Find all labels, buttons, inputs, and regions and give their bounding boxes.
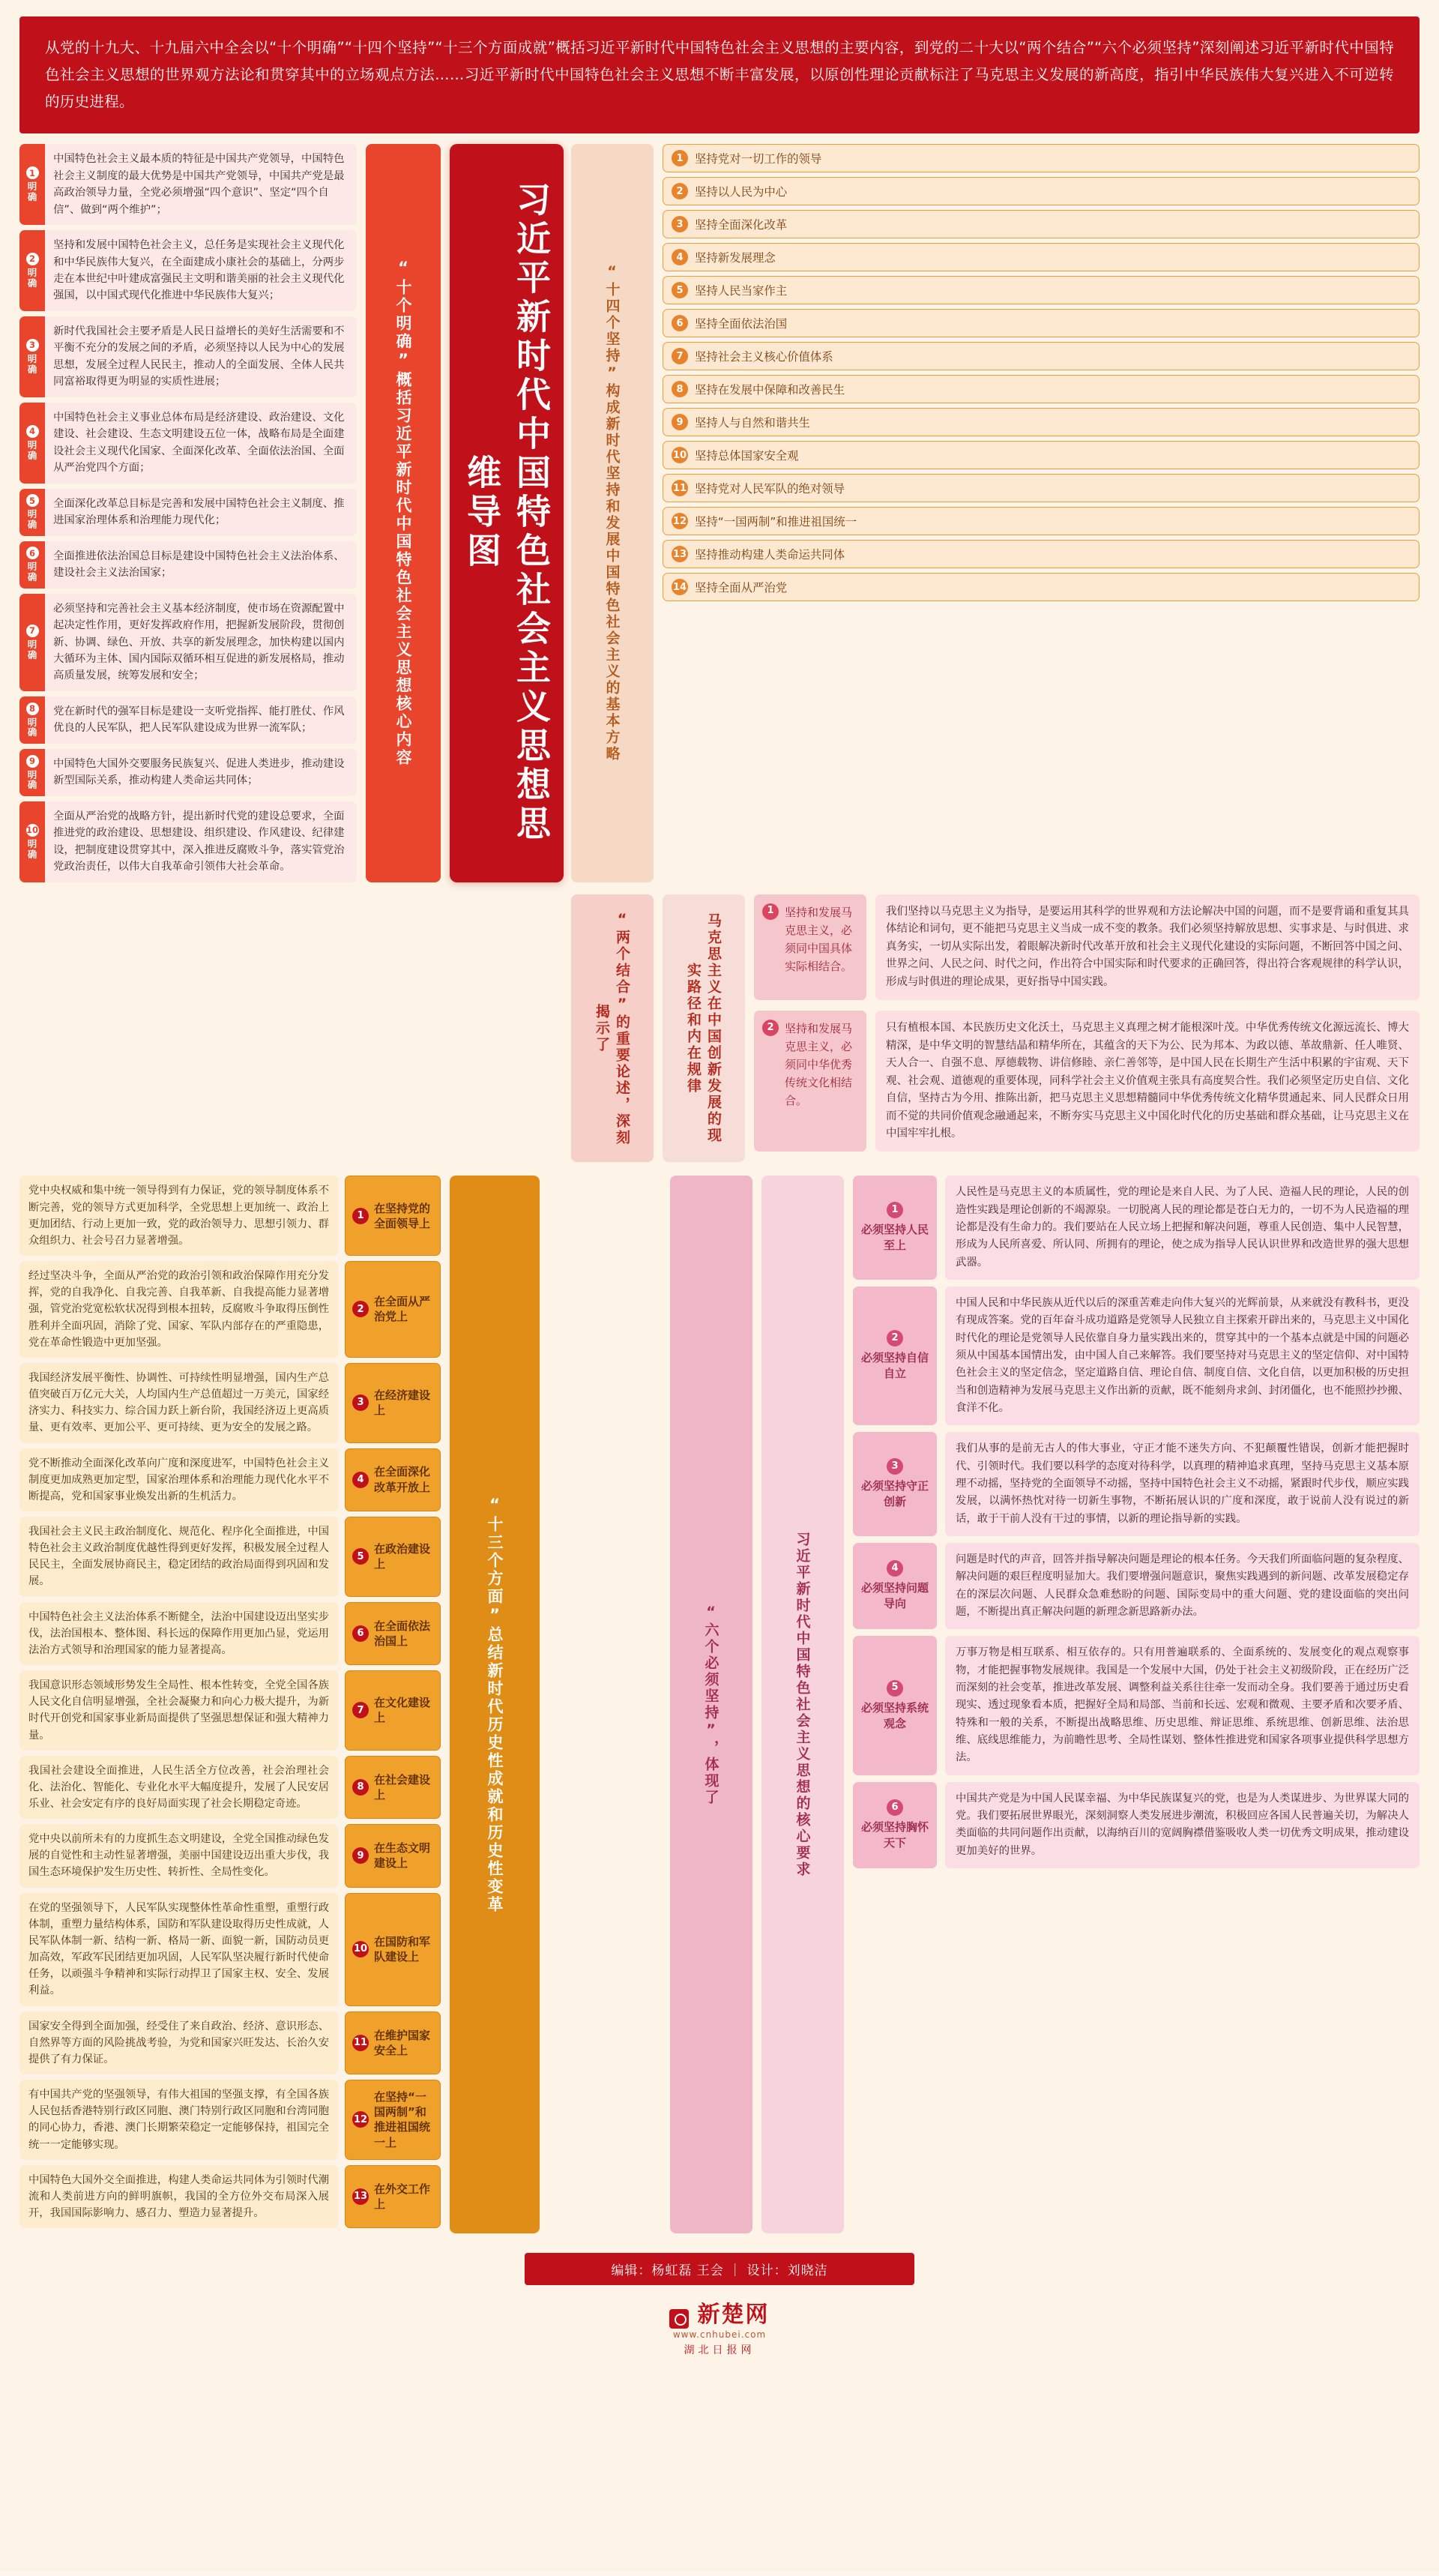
item-text: 坚持推动构建人类命运共同体 xyxy=(695,548,845,562)
aspect-tag-text: 在国防和军队建设上 xyxy=(374,1934,431,1964)
aspect-description: 我国社会主义民主政治制度化、规范化、程序化全面推进，中国特色社会主义政治制度优越性得到更好发挥，积极发展全过程人民民主，全面发展协商民主，稳定团结的政治局面得到巩固和发展。 xyxy=(19,1517,338,1597)
thirteen-aspect-item xyxy=(19,1261,441,1358)
six-persistences-label-wrap xyxy=(670,1176,752,2233)
thirteen-aspect-item xyxy=(19,1670,441,1751)
two-combinations-sublabel: 马克思主义在中国创新发展的现实路径和内在规律 xyxy=(663,894,745,1163)
publisher-logo xyxy=(19,2296,1420,2363)
six-persistence-item xyxy=(853,1543,1420,1629)
aspect-tag-text: 在社会建设上 xyxy=(374,1772,431,1802)
item-number-badge: 10 xyxy=(352,1941,369,1957)
fourteen-persistence-item xyxy=(663,441,1420,469)
item-number-badge: 7 明 确 xyxy=(19,594,45,691)
item-number-badge: 7 xyxy=(352,1702,369,1718)
aspect-tag-text: 在全面依法治国上 xyxy=(374,1619,431,1648)
logo-name: 新楚网 xyxy=(697,2302,770,2329)
aspect-description: 党中央以前所未有的力度抓生态文明建设，全党全国推动绿色发展的自觉性和主动性显著增强，美丽中国建设迈出重大步伐，我国生态环境保护发生历史性、转折性、全局性变化。 xyxy=(19,1824,338,1887)
aspect-tag xyxy=(345,1893,441,2006)
item-number-badge: 11 xyxy=(352,2035,369,2051)
fourteen-persistences-label-wrap xyxy=(571,144,654,882)
six-persistences-items xyxy=(853,1176,1420,1875)
two-combinations-label-wrap xyxy=(571,894,654,1163)
item-number-badge: 5 xyxy=(887,1680,903,1697)
item-text: 坚持全面从严治党 xyxy=(695,581,788,595)
persistence-tag xyxy=(853,1287,937,1425)
ten-clarifications-label-wrap xyxy=(366,144,441,882)
item-number-badge: 3 xyxy=(352,1394,369,1411)
aspect-description: 经过坚决斗争，全面从严治党的政治引领和政治保障作用充分发挥，党的自我净化、自我完善、自我革新、自我提高能力显著增强，管党治党宽松软状况得到根本扭转，反腐败斗争取得压倒性胜利并全面巩固，消除了党、国家、军队内部存在的严重隐患，党在革命性锻造中更加坚强。 xyxy=(19,1261,338,1358)
item-number-badge: 5 明 确 xyxy=(19,489,45,536)
fourteen-persistence-item xyxy=(663,144,1420,172)
persistence-body: 中国共产党是为中国人民谋幸福、为中华民族谋复兴的党，也是为人类谋进步、为世界谋大同的党。我们要拓展世界眼光，深刻洞察人类发展进步潮流，积极回应各国人民普遍关切，为解决人类面临的共同问题作出贡献，以海纳百川的宽阔胸襟借鉴吸收人类一切优秀文明成果，推动建设更加美好的世界。 xyxy=(945,1782,1420,1868)
thirteen-aspect-item xyxy=(19,2011,441,2074)
aspect-description: 我国意识形态领域形势发生全局性、根本性转变，全党全国各族人民文化自信明显增强，全社会凝聚力和向心力极大提升，为新时代开创党和国家事业新局面提供了坚强思想保证和强大精神力量。 xyxy=(19,1670,338,1751)
item-number-badge: 2 xyxy=(762,1020,779,1036)
aspect-tag xyxy=(345,1176,441,1256)
aspect-description: 中国特色社会主义法治体系不断健全，法治中国建设迈出坚实步伐，法治国根本、整体图、科长远的保障作用更加凸显，党运用法治方式领导和治理国家的能力显著提高。 xyxy=(19,1602,338,1665)
ten-clarification-item xyxy=(19,696,357,744)
item-number-badge: 1 明 确 xyxy=(19,144,45,225)
combination-key-text: 坚持和发展马克思主义，必须同中华优秀传统文化相结合。 xyxy=(785,1022,853,1108)
persistence-tag xyxy=(853,1636,937,1775)
fourteen-persistence-item xyxy=(663,540,1420,568)
item-number-badge: 6 xyxy=(887,1799,903,1816)
credits: 编辑：杨虹磊 王会 ｜ 设计：刘晓洁 xyxy=(525,2253,914,2285)
aspect-description: 在党的坚强领导下，人民军队实现整体性革命性重塑，重塑行政体制，重塑力量结构体系，国防和军队建设取得历史性成就，人民军队体制一新、结构一新、格局一新、面貌一新，国防动员更加高效，军政军民团结更加巩固，人民军队坚决履行新时代使命任务，以顽强斗争精神和实际行动捍卫了国家主权、安全、发展利益。 xyxy=(19,1893,338,2006)
thirteen-aspect-item xyxy=(19,2080,441,2160)
item-text: 坚持新发展理念 xyxy=(695,251,776,265)
item-number-badge: 13 xyxy=(672,546,688,562)
persistence-body: 问题是时代的声音，回答并指导解决问题是理论的根本任务。今天我们所面临问题的复杂程度、解决问题的艰巨程度明显加大。我们要增强问题意识，聚焦实践遇到的新问题、改革发展稳定存在的深层次问题、人民群众急难愁盼的问题、国际变局中的重大问题、党的建设面临的突出问题，不断提出真正解决问题的新理念新思路新办法。 xyxy=(945,1543,1420,1629)
six-persistence-item xyxy=(853,1782,1420,1868)
item-number-badge: 3 明 确 xyxy=(19,316,45,397)
item-text: 全面从严治党的战略方针，提出新时代党的建设总要求，全面推进党的政治建设、思想建设、组织建设、作风建设、纪律建设，把制度建设贯穿其中，深入推进反腐败斗争，落实管党治党政治责任，以伟大自我革命引领伟大社会革命。 xyxy=(53,810,345,873)
item-number-badge: 5 xyxy=(672,282,688,298)
intro-banner: 从党的十九大、十九届六中全会以“十个明确”“十四个坚持”“十三个方面成就”概括习近平新时代中国特色社会主义思想的主要内容，到党的二十大以“两个结合”“六个必须坚持”深刻阐述习近平新时代中国特色社会主义思想的世界观方法论和贯穿其中的立场观点方法……习近平新时代中国特色社会主义思想不断丰富发展，以原创性理论贡献标注了马克思主义发展的新高度，指引中华民族伟大复兴进入不可逆转的历史进程。 xyxy=(19,16,1420,133)
thirteen-aspects-label: “十三个方面”总结新时代历史性成就和历史性变革 xyxy=(450,1176,540,2233)
persistence-tag-text: 必须坚持胸怀天下 xyxy=(860,1820,929,1850)
aspect-tag xyxy=(345,1517,441,1597)
combination-key-text: 坚持和发展马克思主义，必须同中国具体实际相结合。 xyxy=(785,905,853,973)
fourteen-persistence-item xyxy=(663,375,1420,403)
fourteen-persistence-item xyxy=(663,177,1420,205)
item-text: 坚持人与自然和谐共生 xyxy=(695,416,810,430)
item-number-badge: 2 xyxy=(887,1330,903,1346)
two-combinations-items xyxy=(754,894,1420,1163)
lower-section xyxy=(19,1176,1420,2233)
aspect-description: 党不断推动全面深化改革向广度和深度进军，中国特色社会主义制度更加成熟更加定型，国家治理体系和治理能力现代化水平不断提高，党和国家事业焕发出新的生机活力。 xyxy=(19,1448,338,1511)
fourteen-persistence-item xyxy=(663,276,1420,304)
persistence-body: 我们从事的是前无古人的伟大事业，守正才能不迷失方向、不犯颠覆性错误，创新才能把握时代、引领时代。我们要以科学的态度对待科学，以真理的精神追求真理，坚持马克思主义基本原理不动摇，坚持党的全面领导不动摇，坚持中国特色社会主义不动摇，紧跟时代步伐，顺应实践发展，以满怀热忱对待一切新生事物，不断拓展认识的广度和深度，敢于说前人没有说过的新话，敢于干前人没有干过的事情，以新的理论指导新的实践。 xyxy=(945,1432,1420,1536)
aspect-tag xyxy=(345,2011,441,2074)
item-text: 中国特色社会主义事业总体布局是经济建设、政治建设、文化建设、社会建设、生态文明建设五位一体，战略布局是全面建设社会主义现代化国家、全面深化改革、全面依法治国、全面从严治党四个方面； xyxy=(53,411,345,475)
item-text: 坚持党对人民军队的绝对领导 xyxy=(695,482,845,496)
thirteen-aspect-item xyxy=(19,1602,441,1665)
thirteen-aspect-item xyxy=(19,2165,441,2228)
aspect-tag-text: 在经济建设上 xyxy=(374,1388,431,1418)
aspect-tag xyxy=(345,1261,441,1358)
item-text: 坚持总体国家安全观 xyxy=(695,449,799,463)
item-number-badge: 4 明 确 xyxy=(19,403,45,484)
six-persistence-item xyxy=(853,1176,1420,1280)
thirteen-aspect-item xyxy=(19,1893,441,2006)
aspect-tag-text: 在全面深化改革开放上 xyxy=(374,1465,431,1494)
item-number-badge: 4 xyxy=(352,1472,369,1488)
thirteen-aspect-item xyxy=(19,1517,441,1597)
item-number-badge: 6 xyxy=(672,315,688,331)
thirteen-aspect-item xyxy=(19,1824,441,1887)
item-number-badge: 8 xyxy=(352,1779,369,1796)
item-number-badge: 12 xyxy=(672,513,688,529)
persistence-tag-text: 必须坚持问题导向 xyxy=(860,1581,929,1611)
item-number-badge: 3 xyxy=(672,216,688,232)
thirteen-aspect-item xyxy=(19,1448,441,1511)
aspect-tag-text: 在坚持党的全面领导上 xyxy=(374,1201,431,1230)
ten-clarification-item xyxy=(19,594,357,691)
aspect-description: 我国经济发展平衡性、协调性、可持续性明显增强，国内生产总值突破百万亿元大关，人均国内生产总值超过一万美元，国家经济实力、科技实力、综合国力跃上新台阶，我国经济迈上更高质量、更有效率、更加公平、更可持续、更为安全的发展之路。 xyxy=(19,1363,338,1443)
ten-clarification-item xyxy=(19,230,357,311)
ten-clarification-item xyxy=(19,403,357,484)
six-persistences-sublabel-wrap xyxy=(761,1176,844,2233)
item-text: 坚持社会主义核心价值体系 xyxy=(695,350,833,364)
item-number-badge: 9 xyxy=(672,414,688,430)
persistence-tag-text: 必须坚持系统观念 xyxy=(860,1700,929,1730)
persistence-body: 中国人民和中华民族从近代以后的深重苦难走向伟大复兴的光辉前景，从来就没有教科书，更没有现成答案。党的百年奋斗成功道路是党领导人民独立自主探索开辟出来的，马克思主义中国化时代化的理论是党领导人民依靠自身力量实践出来的，贯穿其中的一个基本点就是中国的问题必须从中国基本国情出发，由中国人自己来解答。我们要坚持对马克思主义的坚定信仰、对中国特色社会主义的坚定信念，坚定道路自信、理论自信、制度自信、文化自信，以更加积极的历史担当和创造精神为发展马克思主义作出新的贡献，既不能刻舟求剑、封闭僵化，也不能照抄抄搬、食洋不化。 xyxy=(945,1287,1420,1425)
aspect-tag-text: 在生态文明建设上 xyxy=(374,1841,431,1871)
fourteen-persistence-item xyxy=(663,210,1420,238)
item-number-badge: 11 xyxy=(672,480,688,496)
item-text: 坚持人民当家作主 xyxy=(695,284,788,298)
fourteen-persistence-item xyxy=(663,474,1420,502)
aspect-tag-text: 在外交工作上 xyxy=(374,2182,431,2211)
fourteen-persistences-list xyxy=(663,144,1420,882)
six-persistences-sublabel: 习近平新时代中国特色社会主义思想的核心要求 xyxy=(761,1176,844,2233)
two-combination-item xyxy=(754,894,1420,1000)
item-number-badge: 3 xyxy=(887,1458,903,1475)
item-number-badge: 10 xyxy=(672,447,688,463)
persistence-body: 万事万物是相互联系、相互依存的。只有用普遍联系的、全面系统的、发展变化的观点观察事物，才能把握事物发展规律。我国是一个发展中大国，仍处于社会主义初级阶段，正在经历广泛而深刻的社会变革，推进改革发展、调整利益关系往往牵一发而动全身。我们要善于通过历史看现实、透过现象看本质，把握好全局和局部、当前和长远、宏观和微观、主要矛盾和次要矛盾、特殊和一般的关系，不断提出战略思维、历史思维、辩证思维、系统思维、创新思维、法治思维、底线思维能力，为前瞻性思考、全局性谋划、整体性推进党和国家各项事业提供科学思想方法。 xyxy=(945,1636,1420,1775)
item-text: 坚持以人民为中心 xyxy=(695,185,788,199)
aspect-description: 有中国共产党的坚强领导，有伟大祖国的坚强支撑，有全国各族人民包括香港特别行政区同胞、澳门特别行政区同胞和台湾同胞的同心协力，香港、澳门长期繁荣稳定一定能够保持，祖国完全统一一定能够实现。 xyxy=(19,2080,338,2160)
aspect-tag xyxy=(345,2165,441,2228)
upper-section xyxy=(19,144,1420,882)
aspect-tag-text: 在维护国家安全上 xyxy=(374,2028,431,2057)
aspect-tag-text: 在政治建设上 xyxy=(374,1542,431,1571)
aspect-tag xyxy=(345,2080,441,2160)
logo-url: www.cnhubei.com xyxy=(672,2329,767,2341)
fourteen-persistence-item xyxy=(663,309,1420,337)
thirteen-aspects-label-wrap xyxy=(450,1176,540,2233)
center-title-wrap xyxy=(450,144,562,882)
ten-clarifications-list xyxy=(19,144,357,882)
persistence-tag xyxy=(853,1543,937,1629)
two-combinations-sublabel-wrap xyxy=(663,894,745,1163)
logo-subtitle: 湖北日报网 xyxy=(684,2344,755,2357)
fourteen-persistence-item xyxy=(663,573,1420,601)
item-text: 中国特色社会主义最本质的特征是中国共产党领导，中国特色社会主义制度的最大优势是中国共产党领导，中国共产党是最高政治领导力量，全党必须增强“四个意识”、坚定“四个自信”、做到“两个维护”； xyxy=(53,153,345,216)
aspect-tag xyxy=(345,1448,441,1511)
item-text: 坚持全面依法治国 xyxy=(695,317,788,331)
item-number-badge: 7 xyxy=(672,348,688,364)
two-combination-item xyxy=(754,1011,1420,1152)
item-number-badge: 4 xyxy=(672,249,688,265)
aspect-tag xyxy=(345,1602,441,1665)
item-number-badge: 1 xyxy=(762,903,779,920)
item-number-badge: 13 xyxy=(352,2188,369,2205)
item-number-badge: 10 明 确 xyxy=(19,801,45,882)
item-number-badge: 1 xyxy=(672,150,688,166)
item-number-badge: 9 xyxy=(352,1847,369,1864)
item-text: 必须坚持和完善社会主义基本经济制度，使市场在资源配置中起决定性作用，更好发挥政府作用，把握新发展阶段，贯彻创新、协调、绿色、开放、共享的新发展理念，加快构建以国内大循环为主体、国内国际双循环相互促进的新发展格局，推动高质量发展，统筹发展和安全； xyxy=(53,602,345,682)
persistence-tag xyxy=(853,1782,937,1868)
item-text: 全面推进依法治国总目标是建设中国特色社会主义法治体系、建设社会主义法治国家； xyxy=(53,550,345,580)
item-number-badge: 2 xyxy=(672,183,688,199)
item-text: 党在新时代的强军目标是建设一支听党指挥、能打胜仗、作风优良的人民军队，把人民军队建设成为世界一流军队； xyxy=(53,705,345,735)
item-text: 中国特色大国外交要服务民族复兴、促进人类进步，推动建设新型国际关系，推动构建人类命运共同体； xyxy=(53,757,345,787)
item-number-badge: 1 xyxy=(352,1208,369,1224)
persistence-tag xyxy=(853,1432,937,1536)
six-persistence-item xyxy=(853,1287,1420,1425)
aspect-description: 国家安全得到全面加强，经受住了来自政治、经济、意识形态、自然界等方面的风险挑战考验，为党和国家兴旺发达、长治久安提供了有力保证。 xyxy=(19,2011,338,2074)
aspect-tag xyxy=(345,1824,441,1887)
two-combinations-label: “两个结合”的重要论述，深刻揭示了 xyxy=(571,894,654,1163)
item-number-badge: 6 明 确 xyxy=(19,541,45,589)
item-number-badge: 2 明 确 xyxy=(19,230,45,311)
item-number-badge: 9 明 确 xyxy=(19,749,45,796)
item-number-badge: 14 xyxy=(672,579,688,595)
item-text: 坚持全面深化改革 xyxy=(695,218,788,232)
item-text: 坚持党对一切工作的领导 xyxy=(695,152,822,166)
ten-clarification-item xyxy=(19,144,357,225)
persistence-tag-text: 必须坚持守正创新 xyxy=(860,1479,929,1509)
aspect-tag-text: 在坚持“一国两制”和推进祖国统一上 xyxy=(374,2089,431,2149)
ten-clarification-item xyxy=(19,489,357,536)
aspect-description: 党中央权威和集中统一领导得到有力保证，党的领导制度体系不断完善，党的领导方式更加科学，全党思想上更加统一、政治上更加团结、行动上更加一致，党的政治领导力、思想引领力、群众组织力、社会号召力显著增强。 xyxy=(19,1176,338,1256)
center-title: 习近平新时代中国特色社会主义思想思维导图 xyxy=(450,144,564,882)
item-text: 坚持和发展中国特色社会主义，总任务是实现社会主义现代化和中华民族伟大复兴，在全面建成小康社会的基础上，分两步走在本世纪中叶建成富强民主文明和谐美丽的社会主义现代化强国，以中国式现代化推进中华民族伟大复兴； xyxy=(53,239,345,302)
item-text: 坚持在发展中保障和改善民生 xyxy=(695,383,845,397)
thirteen-aspect-item xyxy=(19,1756,441,1819)
item-number-badge: 2 xyxy=(352,1301,369,1317)
item-number-badge: 1 xyxy=(887,1202,903,1218)
thirteen-aspect-item xyxy=(19,1363,441,1443)
six-persistence-item xyxy=(853,1636,1420,1775)
ten-clarifications-label: “十个明确”概括习近平新时代中国特色社会主义思想核心内容 xyxy=(366,144,441,882)
item-text: 坚持“一国两制”和推进祖国统一 xyxy=(695,515,857,529)
combination-key xyxy=(754,894,866,1000)
aspect-tag xyxy=(345,1756,441,1819)
thirteen-aspects-list xyxy=(19,1176,441,2233)
ten-clarification-item xyxy=(19,316,357,397)
combination-body: 只有植根本国、本民族历史文化沃土，马克思主义真理之树才能根深叶茂。中华优秀传统文化源远流长、博大精深，是中华文明的智慧结晶和精华所在，其蕴含的天下为公、民为邦本、为政以德、革故鼎新、任人唯贤、天人合一、自强不息、厚德载物、讲信修睦、亲仁善邻等，是中国人民在长期生产生活中积累的宇宙观、天下观、社会观、道德观的重要体现，同科学社会主义价值观主张具有高度契合性。我们必须坚定历史自信、文化自信，坚持古为今用、推陈出新，把马克思主义思想精髓同中华优秀传统文化精华贯通起来、同人民群众日用而不觉的共同价值观念融通起来，不断夯实马克思主义中国化时代化的历史基础和群众基础，让马克思主义在中国牢牢扎根。 xyxy=(875,1011,1420,1152)
ten-clarification-item xyxy=(19,541,357,589)
six-persistence-item xyxy=(853,1432,1420,1536)
item-number-badge: 12 xyxy=(352,2111,369,2128)
ten-clarification-item xyxy=(19,749,357,796)
item-number-badge: 5 xyxy=(352,1548,369,1565)
thirteen-aspect-item xyxy=(19,1176,441,1256)
aspect-tag-text: 在文化建设上 xyxy=(374,1696,431,1725)
persistence-body: 人民性是马克思主义的本质属性，党的理论是来自人民、为了人民、造福人民的理论，人民的创造性实践是理论创新的不竭源泉。一切脱离人民的理论都是苍白无力的，一切不为人民造福的理论都是没有生命力的。我们要站在人民立场上把握和解决问题，尊重人民创造、集中人民智慧，形成为人民所喜爱、所认同、所拥有的理论，使之成为指导人民认识世界和改造世界的强大思想武器。 xyxy=(945,1176,1420,1280)
six-persistences-label: “六个必须坚持”，体现了 xyxy=(670,1176,752,2233)
persistence-tag-text: 必须坚持自信自立 xyxy=(860,1351,929,1381)
aspect-tag xyxy=(345,1670,441,1751)
ten-clarification-item xyxy=(19,801,357,882)
aspect-tag xyxy=(345,1363,441,1443)
logo-mark-icon xyxy=(669,2309,689,2329)
aspect-tag-text: 在全面从严治党上 xyxy=(374,1295,431,1324)
item-text: 全面深化改革总目标是完善和发展中国特色社会主义制度、推进国家治理体系和治理能力现代化； xyxy=(53,497,345,527)
combination-body: 我们坚持以马克思主义为指导，是要运用其科学的世界观和方法论解决中国的问题，而不是要背诵和重复其具体结论和词句，更不能把马克思主义当成一成不变的教条。我们必须坚持解放思想、实事求是、与时俱进、求真务实，一切从实际出发，着眼解决新时代改革开放和社会主义现代化建设的实际问题，不断回答中国之问、世界之问、人民之问、时代之问，作出符合中国实际和时代要求的正确回答，得出符合客观规律的科学认识，形成与时俱进的理论成果，更好指导中国实践。 xyxy=(875,894,1420,1000)
aspect-description: 中国特色大国外交全面推进，构建人类命运共同体为引领时代潮流和人类前进方向的鲜明旗帜，我国的全方位外交布局深入展开，我国国际影响力、感召力、塑造力显著提升。 xyxy=(19,2165,338,2228)
item-number-badge: 8 明 确 xyxy=(19,696,45,744)
item-number-badge: 6 xyxy=(352,1625,369,1642)
fourteen-persistence-item xyxy=(663,342,1420,370)
fourteen-persistence-item xyxy=(663,507,1420,535)
aspect-description: 我国社会建设全面推进，人民生活全方位改善，社会治理社会化、法治化、智能化、专业化水平大幅度提升，发展了人民安居乐业、社会安定有序的良好局面实现了社会长期稳定奇迹。 xyxy=(19,1756,338,1819)
fourteen-persistence-item xyxy=(663,408,1420,436)
item-number-badge: 8 xyxy=(672,381,688,397)
two-combinations-section xyxy=(19,894,1420,1163)
fourteen-persistences-label: “十四个坚持”构成新时代坚持和发展中国特色社会主义的基本方略 xyxy=(571,144,654,882)
item-text: 新时代我国社会主要矛盾是人民日益增长的美好生活需要和不平衡不充分的发展之间的矛盾，必须坚持以人民为中心的发展思想，发展全过程人民民主，推动人的全面发展、全体人民共同富裕取得更为明显的实质性进展； xyxy=(53,325,345,388)
fourteen-persistence-item xyxy=(663,243,1420,271)
persistence-tag xyxy=(853,1176,937,1280)
item-number-badge: 4 xyxy=(887,1560,903,1577)
combination-key xyxy=(754,1011,866,1152)
persistence-tag-text: 必须坚持人民至上 xyxy=(860,1223,929,1253)
